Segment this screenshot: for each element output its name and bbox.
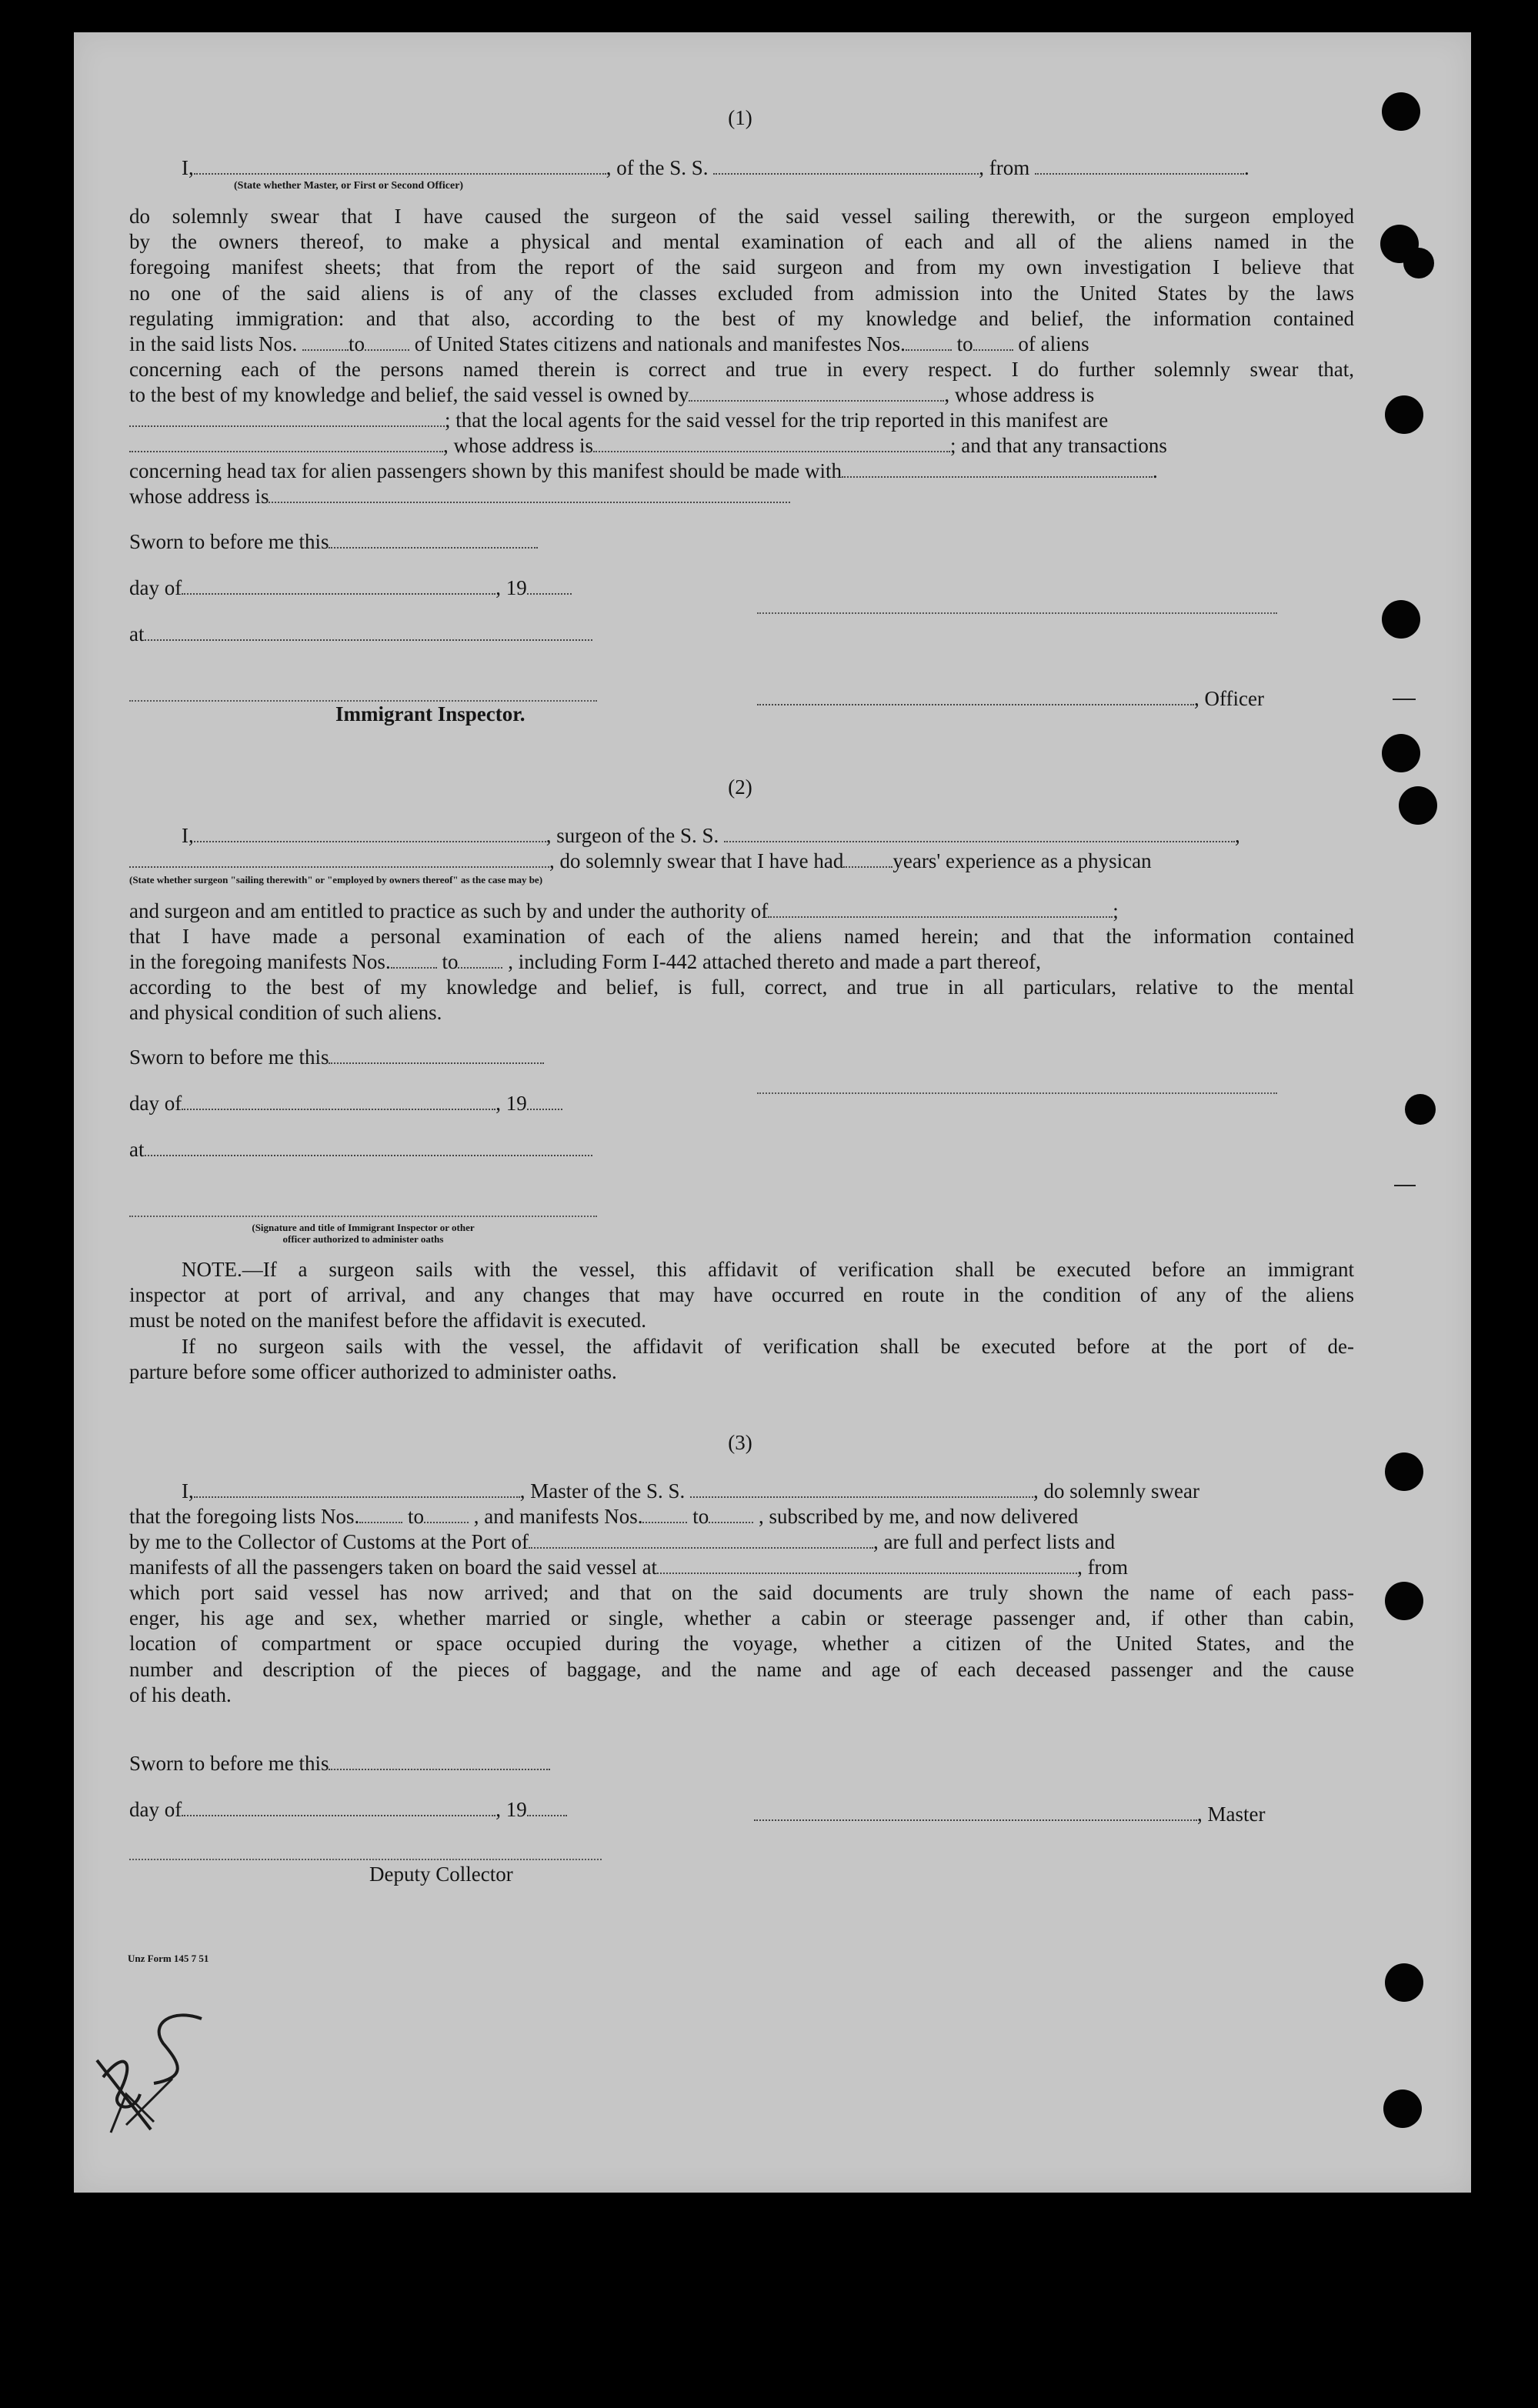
binder-hole — [1405, 1094, 1436, 1125]
s2-line-4: that I have made a personal examination of each of the aliens named herein; and that the information contained — [129, 925, 1354, 948]
margin-mark — [1393, 699, 1416, 700]
s1-officer-line: , Officer — [757, 686, 1264, 711]
s3-deputy-label: Deputy Collector — [369, 1863, 513, 1886]
s3-passengers-line: manifests of all the passengers taken on board the said vessel at , from — [129, 1556, 1129, 1579]
s1-line-8: concerning each of the persons named therein is correct and true in every respect. I do further solemnly swear that, — [129, 358, 1354, 381]
s2-day-line: day of , 19 — [129, 1091, 562, 1116]
s2-inspector-line — [129, 1214, 597, 1217]
s1-inspector-label: Immigrant Inspector. — [335, 702, 525, 725]
binder-hole — [1385, 1452, 1423, 1491]
s2-authority-line: and surgeon and am entitled to practice as such by and under the authority of ; — [129, 899, 1119, 922]
s2-at-line: at — [129, 1137, 592, 1162]
s1-oath-paragraph: do solemnly swear that I have caused the surgeon of the said vessel sailing therewith, or the surgeon employed by the owners thereof, to make a physical and mental examination of each and all of the aliens named in the foregoing manifest sheets; that from the report of the said surgeon and from my own investigation I believe that no one of the said aliens is of any of the classes excluded from admission into the United States by the laws regulating immigration: and that also, according to the best of my knowledge and belief, the information contained — [129, 205, 1354, 330]
s1-sworn-line: Sworn to before me this — [129, 529, 538, 554]
s1-agents-address-line: , whose address is ; and that any transactions — [129, 433, 1167, 458]
s1-address-line: whose address is — [129, 484, 790, 509]
s3-lists-line: that the foregoing lists Nos. to , and manifests Nos. to , subscribed by me, and now delivered — [129, 1505, 1079, 1528]
s1-officer-caption: (State whether Master, or First or Second Officer) — [234, 180, 464, 192]
s2-signature-line — [757, 1091, 1277, 1094]
note-paragraph: NOTE.—If a surgeon sails with the vessel, this affidavit of verification shall be executed before an immigrant inspector at port of arrival, and any changes that may have occurred en route in the condition of any of the aliens must be noted on the manifest before the affidavit is executed. If no surgeon sails with the vessel, the affidavit of verification shall be executed before at the port of de- parture before some officer authorized to administer oaths. — [129, 1258, 1354, 1383]
binder-hole — [1403, 248, 1434, 278]
s3-sworn-line: Sworn to before me this — [129, 1751, 550, 1776]
s1-owner-line: to the best of my knowledge and belief, the said vessel is owned by , whose address is — [129, 383, 1095, 406]
s3-oath-line: I, , Master of the S. S. , do solemnly swear — [182, 1479, 1199, 1502]
s2-line-7: and physical condition of such aliens. — [129, 1001, 442, 1024]
binder-hole — [1385, 1582, 1423, 1620]
section-3-number: (3) — [728, 1431, 752, 1454]
binder-hole — [1383, 2089, 1422, 2128]
margin-mark — [1394, 1185, 1416, 1186]
s2-signature-caption: (Signature and title of Immigrant Inspector or other officer authorized to administer oaths — [252, 1222, 475, 1245]
s1-agents-line: ; that the local agents for the said vessel for the trip reported in this manifest are — [129, 408, 1108, 432]
form-number: Unz Form 145 7 51 — [128, 1953, 209, 1964]
s1-signature-line — [757, 611, 1277, 614]
s2-surgeon-caption: (State whether surgeon "sailing therewith" or "employed by owners thereof" as the case may be) — [129, 874, 543, 885]
s3-port-line: by me to the Collector of Customs at the Port of , are full and perfect lists and — [129, 1530, 1116, 1553]
s3-collector-line — [129, 1857, 602, 1860]
handwritten-letter — [151, 1993, 172, 2042]
s2-experience-line: , do solemnly swear that I have had years' experience as a physican — [129, 849, 1152, 873]
form-page — [74, 32, 1471, 2193]
section-1-number: (1) — [728, 106, 752, 129]
binder-hole — [1399, 786, 1437, 825]
binder-hole — [1382, 734, 1420, 772]
binder-hole — [1385, 395, 1423, 434]
binder-hole — [1382, 600, 1420, 639]
binder-hole — [1385, 1963, 1423, 2002]
s1-lists-line: in the said lists Nos. to of United States citizens and nationals and manifestes Nos. to of aliens — [129, 332, 1089, 355]
s3-paragraph: which port said vessel has now arrived; and that on the said documents are truly shown the name of each pass- enger, his age and sex, whether married or single, whether a cabin or steerage passenger and, if other than cabin, location of compartment or space occupied during the voyage, whether a citizen of the United States, and the number and description of the pieces of baggage, and the name and age of each deceased passenger and the cause of his death. — [129, 1581, 1354, 1706]
section-2-number: (2) — [728, 775, 752, 799]
s1-headtax-line: concerning head tax for alien passengers shown by this manifest should be made with . — [129, 459, 1158, 482]
s3-day-line: day of , 19 — [129, 1797, 567, 1822]
s2-manifests-line: in the foregoing manifests Nos. to , including Form I-442 attached thereto and made a part thereof, — [129, 950, 1041, 973]
s1-day-line: day of , 19 — [129, 575, 572, 600]
s2-line-6: according to the best of my knowledge and belief, is full, correct, and true in all particulars, relative to the mental — [129, 976, 1354, 999]
s2-sworn-line: Sworn to before me this — [129, 1045, 544, 1069]
binder-hole — [1382, 92, 1420, 131]
s2-oath-line: I, , surgeon of the S. S. , — [182, 824, 1240, 847]
s1-oath-line: I, , of the S. S. , from . — [182, 156, 1249, 179]
s3-master-line: , Master — [754, 1802, 1265, 1826]
s1-at-line: at — [129, 622, 592, 646]
